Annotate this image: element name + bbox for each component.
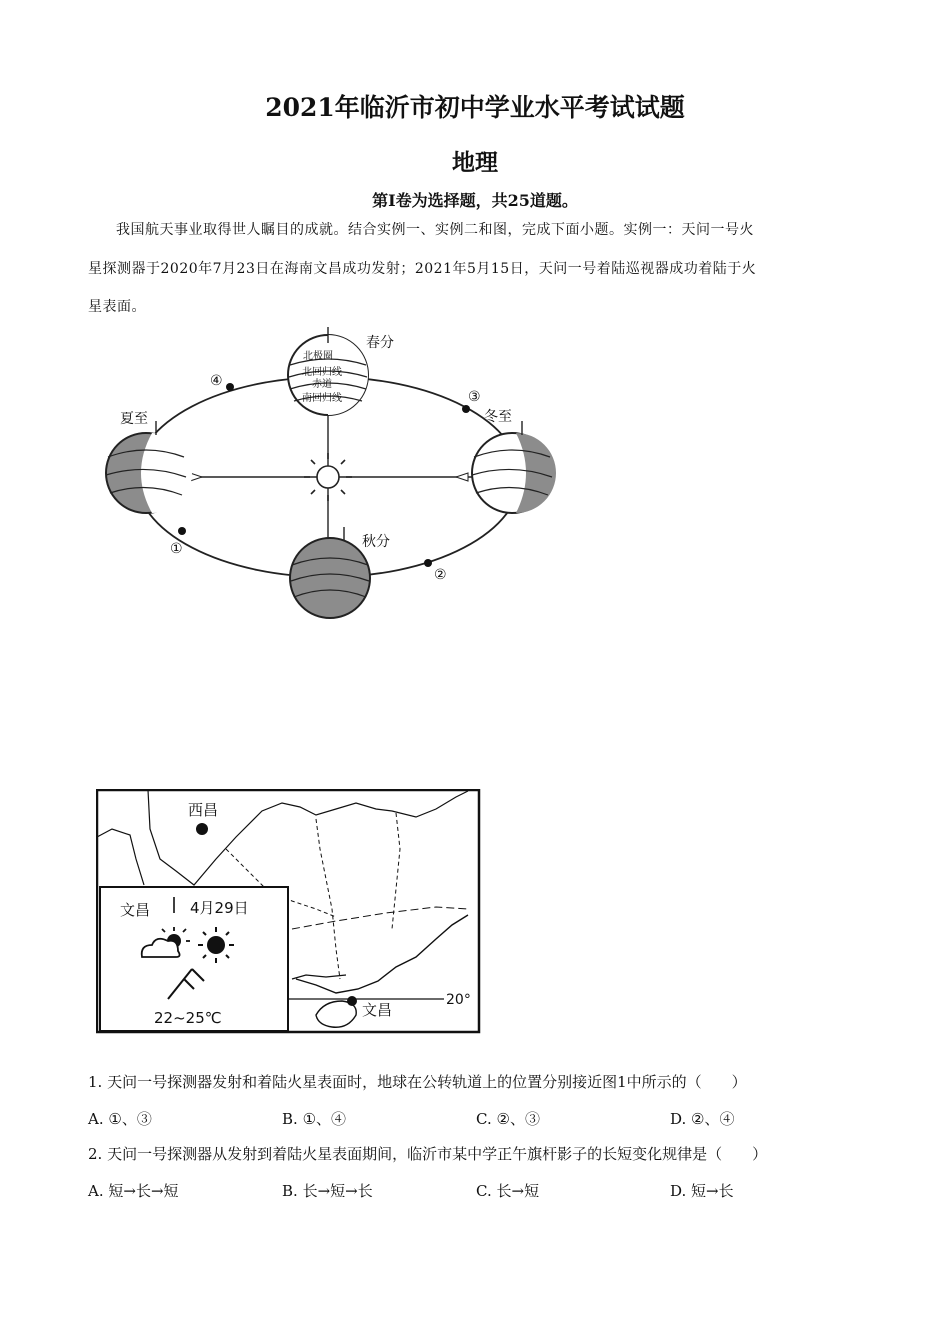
label-spring: 春分	[366, 335, 394, 351]
q1-option-b[interactable]: B. ①、④	[282, 1110, 347, 1128]
globe-summer	[106, 421, 192, 513]
label-wenchang: 文昌	[362, 1001, 393, 1019]
intro-line-2: 星探测器于2020年7月23日在海南文昌成功发射；2021年5月15日，天问一号着陆巡视器成功着陆于火	[88, 261, 757, 277]
section-heading: 第Ⅰ卷为选择题，共25道题。	[372, 191, 578, 210]
question-2	[88, 1143, 767, 1164]
question-1	[88, 1071, 747, 1092]
q2-option-a[interactable]: A. 短→长→短	[88, 1182, 179, 1200]
label-mark-2: ②	[434, 567, 447, 583]
question-1-text: 天问一号探测器发射和着陆火星表面时，地球在公转轨道上的位置分别接近图1中所示的（ ）	[107, 1073, 747, 1091]
label-xichang: 西昌	[188, 801, 219, 819]
weather-inset	[100, 887, 288, 1031]
label-mark-1: ①	[170, 541, 183, 557]
xichang-dot	[196, 823, 208, 835]
subject-title: 地理	[452, 149, 498, 176]
svg-text:文昌: 文昌	[120, 901, 151, 919]
intro-line-3: 星表面。	[88, 299, 146, 315]
map-figure	[96, 789, 482, 1035]
label-autumn: 秋分	[362, 534, 390, 550]
label-mark-4: ④	[210, 373, 223, 389]
q2-option-c[interactable]: C. 长→短	[476, 1182, 540, 1200]
temperature-range: 22~25℃	[154, 1009, 222, 1027]
intro-line-1: 我国航天事业取得世人瞩目的成就。结合实例一、实例二和图，完成下面小题。实例一：天问一号火	[116, 222, 754, 238]
label-mark-3: ③	[468, 389, 481, 405]
q1-option-d[interactable]: D. ②、④	[670, 1110, 735, 1128]
question-2-text: 天问一号探测器从发射到着陆火星表面期间，临沂市某中学正午旗杆影子的长短变化规律是（ ）	[107, 1145, 768, 1163]
svg-text:北回归线: 北回归线	[302, 367, 342, 378]
label-lat-20: 20°	[446, 992, 471, 1008]
earth-orbit-figure	[90, 325, 570, 625]
svg-text:北极圈: 北极圈	[303, 351, 333, 362]
marker-4	[226, 383, 234, 391]
globe-winter	[472, 421, 556, 513]
q1-option-c[interactable]: C. ②、③	[476, 1110, 540, 1128]
svg-text:赤道: 赤道	[312, 379, 332, 390]
marker-2	[424, 559, 432, 567]
globe-autumn	[290, 527, 370, 618]
q2-option-d[interactable]: D. 短→长	[670, 1182, 734, 1200]
marker-3	[462, 405, 470, 413]
q1-option-a[interactable]: A. ①、③	[88, 1110, 152, 1128]
label-winter: 冬至	[484, 409, 512, 425]
svg-text:4月29日: 4月29日	[190, 899, 249, 917]
svg-text:南回归线: 南回归线	[302, 393, 342, 404]
page-title: 2021年临沂市初中学业水平考试试题	[265, 93, 685, 122]
marker-1	[178, 527, 186, 535]
q2-option-b[interactable]: B. 长→短→长	[282, 1182, 373, 1200]
label-summer: 夏至	[120, 411, 148, 427]
question-2-number: 2.	[88, 1145, 103, 1163]
globe-spring	[288, 327, 368, 415]
question-1-number: 1.	[88, 1073, 103, 1091]
wenchang-dot	[347, 996, 357, 1006]
